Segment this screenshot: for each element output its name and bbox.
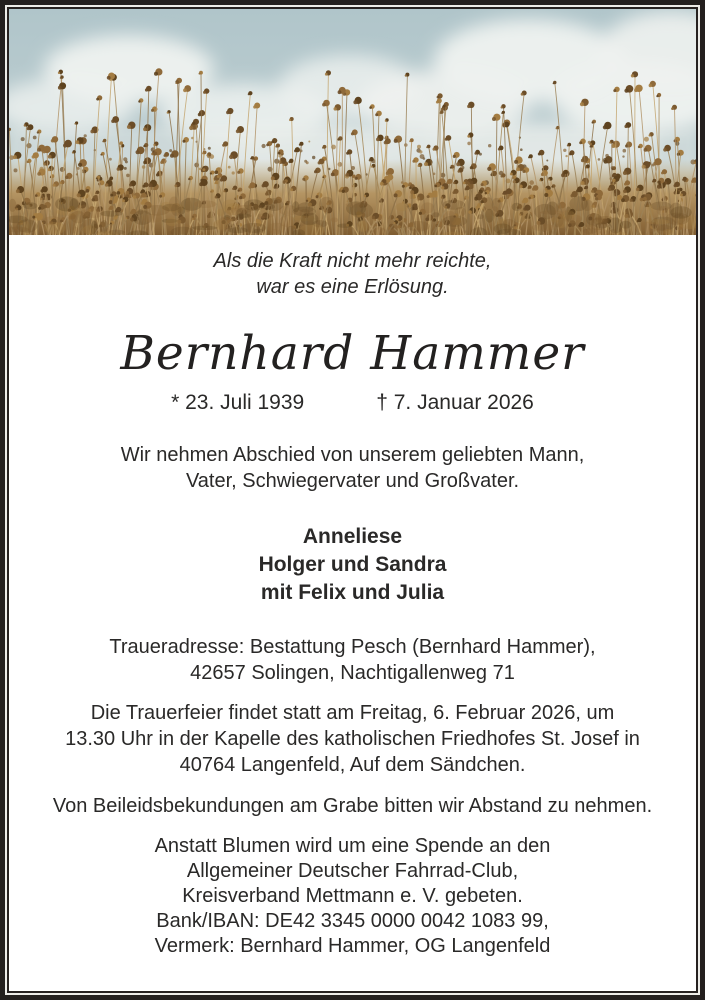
epigraph-line: war es eine Erlösung. xyxy=(256,276,449,298)
mourners-list xyxy=(9,523,696,607)
death-date: † 7. Januar 2026 xyxy=(376,391,534,414)
mourning-address xyxy=(9,634,696,686)
farewell-line: Wir nehmen Abschied von unserem geliebten Mann, xyxy=(120,444,585,466)
life-dates xyxy=(9,391,696,415)
funeral-service-info xyxy=(9,700,696,778)
address-line: 42657 Solingen, Nachtigallenweg 71 xyxy=(190,662,515,684)
farewell-text xyxy=(9,442,696,494)
epigraph-line: Als die Kraft nicht mehr reichte, xyxy=(213,250,492,272)
service-line: Die Trauerfeier findet statt am Freitag, 6. Februar 2026, um xyxy=(90,702,615,724)
mourner-line: mit Felix und Julia xyxy=(260,581,445,604)
donation-line: Kreisverband Mettmann e. V. gebeten. xyxy=(182,885,523,907)
deceased-name: Bernhard Hammer xyxy=(120,326,585,381)
donation-request xyxy=(9,834,696,959)
service-line: 13.30 Uhr in der Kapelle des katholischen Friedhofes St. Josef in xyxy=(65,728,640,750)
birth-date: * 23. Juli 1939 xyxy=(171,391,305,414)
notice-body xyxy=(9,248,696,959)
condolence-note xyxy=(9,793,696,819)
donation-line: Anstatt Blumen wird um eine Spende an den xyxy=(154,835,551,857)
condolence-line: Von Beileidsbekundungen am Grabe bitten wir Abstand zu nehmen. xyxy=(52,795,653,817)
farewell-line: Vater, Schwiegervater und Großvater. xyxy=(185,470,520,492)
header-photo-dried-flower-field xyxy=(9,9,696,235)
mourner-line: Holger und Sandra xyxy=(258,553,447,576)
donation-line: Vermerk: Bernhard Hammer, OG Langenfeld xyxy=(154,935,551,957)
dried-flower-field-illustration xyxy=(9,9,696,235)
donation-line: Allgemeiner Deutscher Fahrrad-Club, xyxy=(186,860,519,882)
frame-light-line xyxy=(5,5,700,995)
donation-line: Bank/IBAN: DE42 3345 0000 0042 1083 99, xyxy=(156,910,549,932)
service-line: 40764 Langenfeld, Auf dem Sändchen. xyxy=(179,754,526,776)
address-line: Traueradresse: Bestattung Pesch (Bernhard Hammer), xyxy=(109,636,596,658)
mourner-line: Anneliese xyxy=(302,525,403,548)
epigraph xyxy=(9,248,696,300)
frame-inner-line xyxy=(7,7,698,993)
